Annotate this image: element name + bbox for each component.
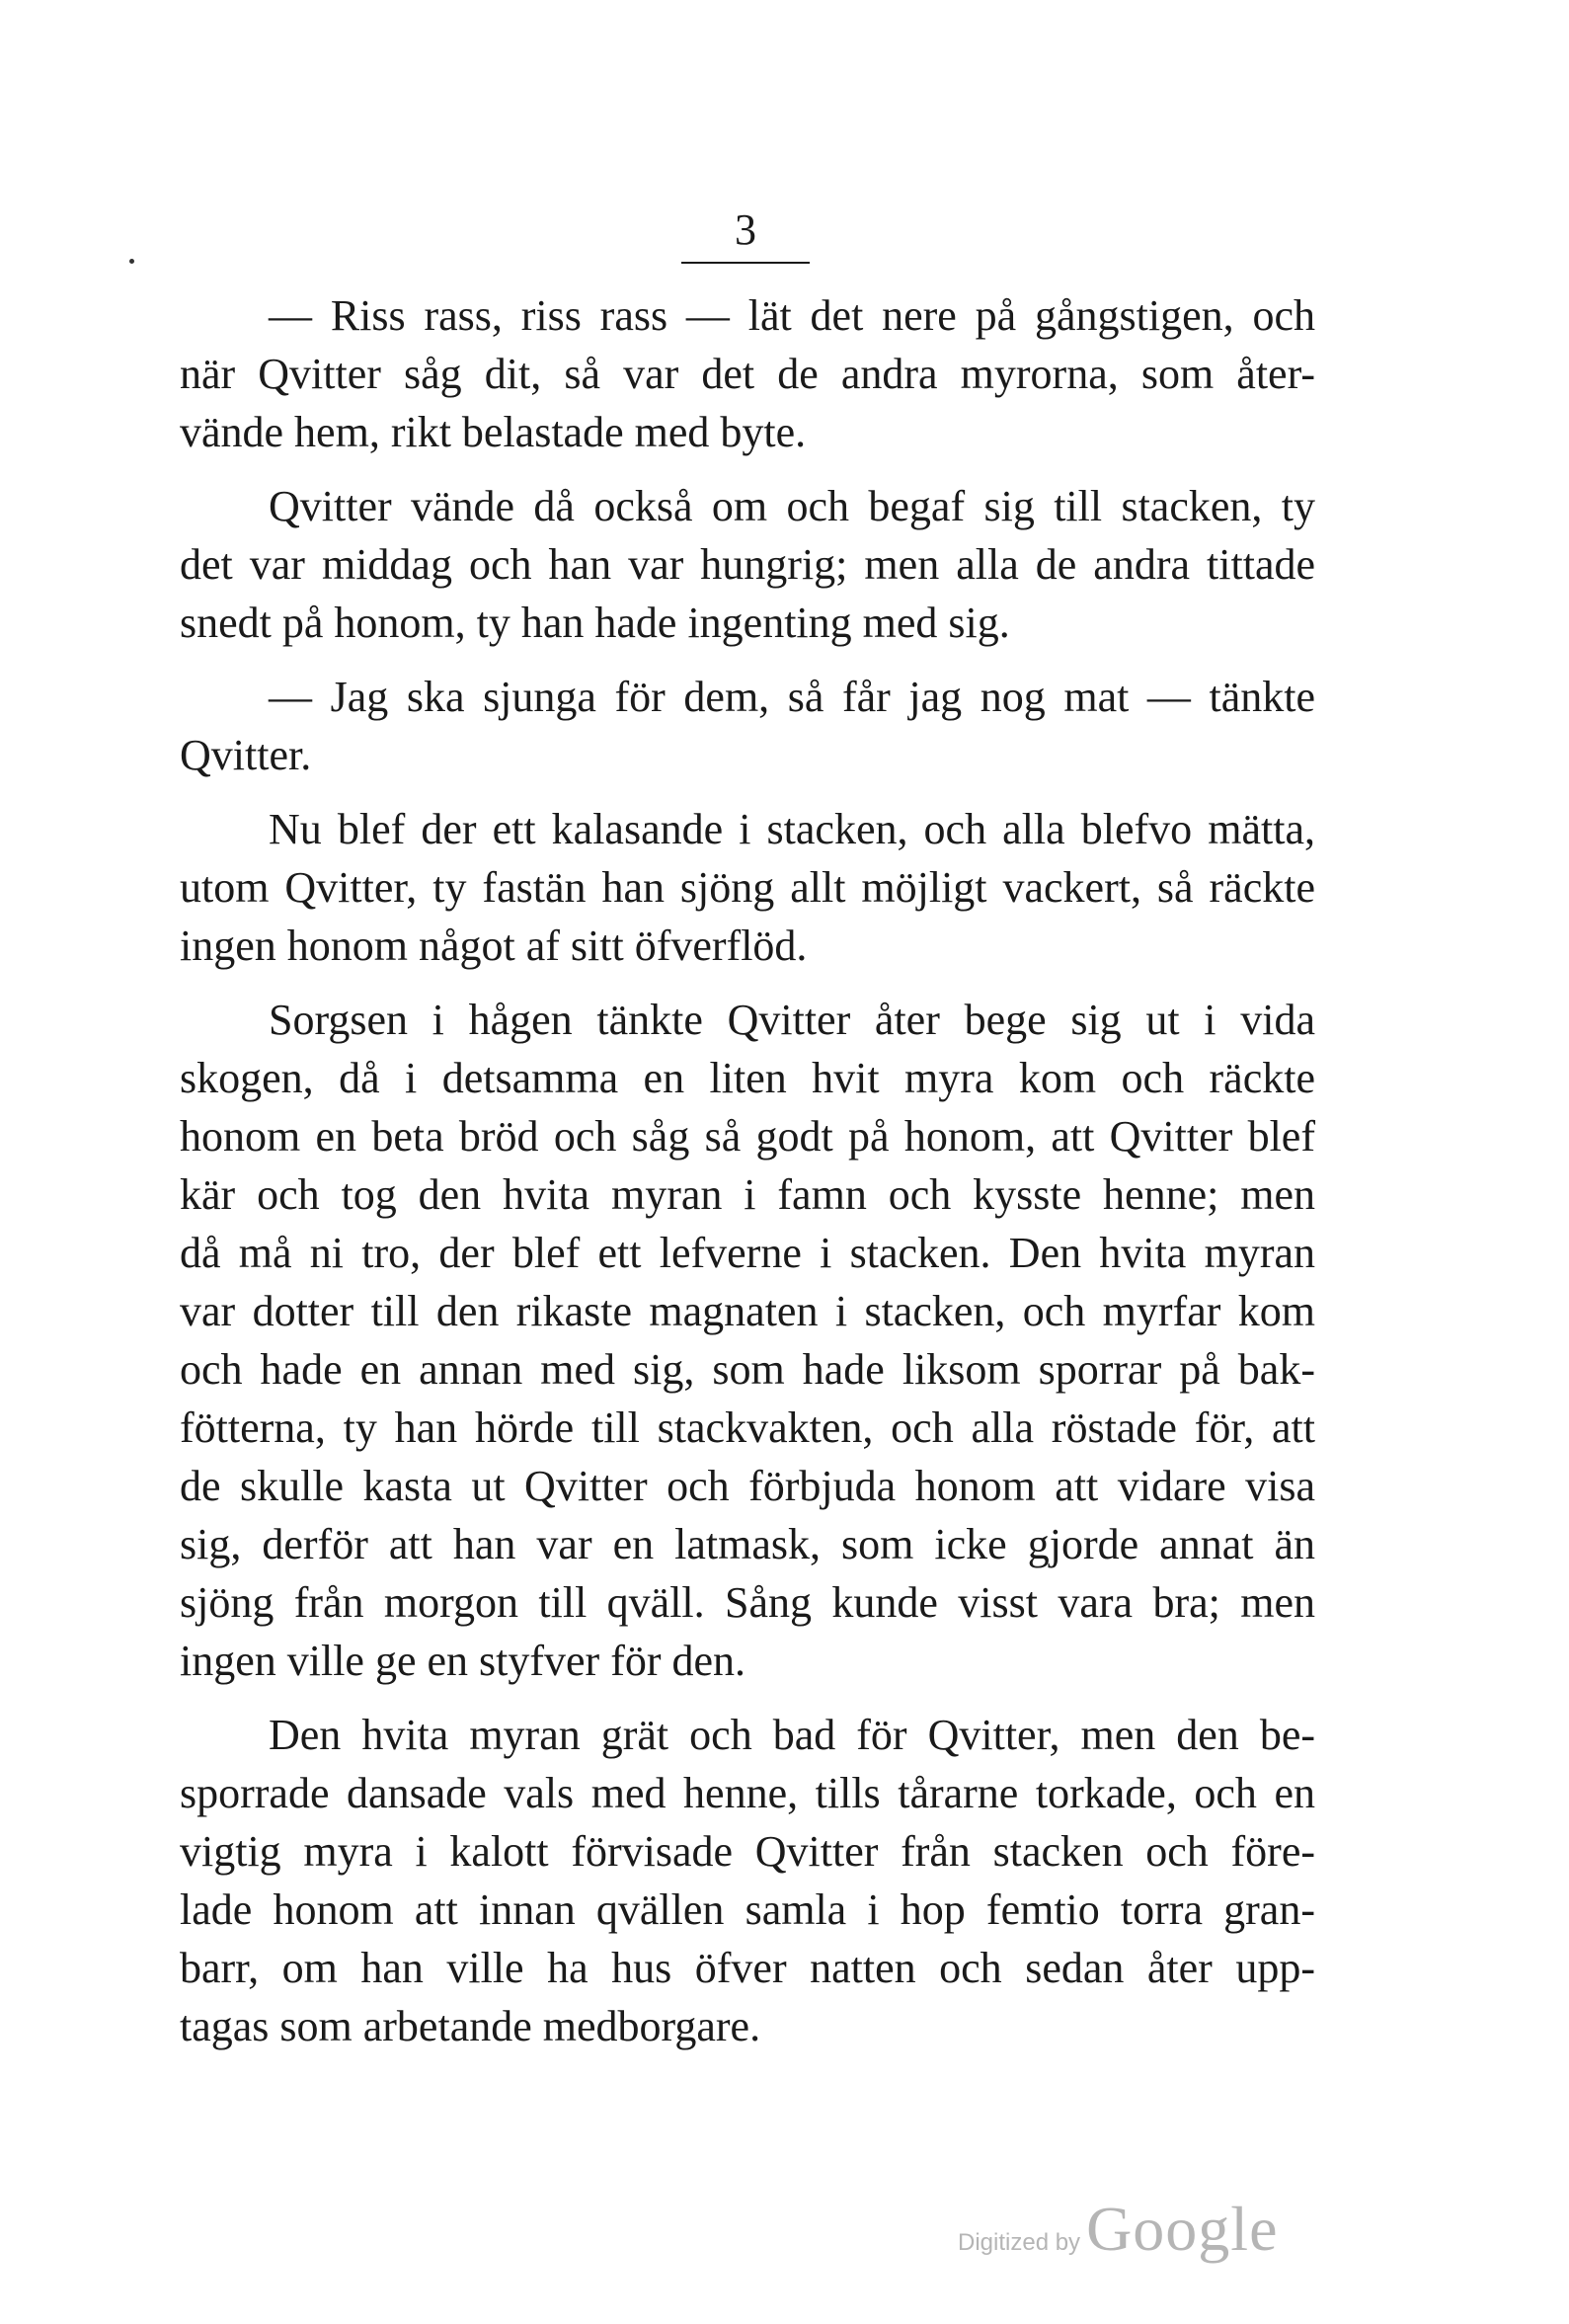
text-line: sporrade dansade vals med henne, tills tårarne torkade, och en: [180, 1769, 1315, 1817]
text-line: vigtig myra i kalott förvisade Qvitter från stacken och före-: [180, 1827, 1315, 1876]
text-line: Qvitter vände då också om och begaf sig till stacken, ty: [269, 482, 1315, 530]
text-line: Nu blef der ett kalasande i stacken, och alla blefvo mätta,: [269, 805, 1315, 853]
digitized-by-google-watermark: [958, 2193, 1278, 2266]
text-line: och hade en annan med sig, som hade liksom sporrar på bak-: [180, 1345, 1315, 1394]
body-text: [180, 286, 1315, 2071]
paragraph: [180, 991, 1315, 1690]
text-line: Den hvita myran grät och bad för Qvitter, men den be-: [269, 1711, 1315, 1759]
text-line: när Qvitter såg dit, så var det de andra myrorna, som åter-: [180, 350, 1315, 398]
text-line: det var middag och han var hungrig; men alla de andra tittade: [180, 540, 1315, 589]
ink-speck: [129, 259, 134, 264]
text-line: — Jag ska sjunga för dem, så får jag nog mat — tänkte: [269, 673, 1315, 721]
text-line: ingen honom något af sitt öfverflöd.: [180, 922, 808, 970]
paragraph: [180, 286, 1315, 461]
text-line: vände hem, rikt belastade med byte.: [180, 408, 807, 456]
text-line: då må ni tro, der blef ett lefverne i stacken. Den hvita myran: [180, 1229, 1315, 1277]
paragraph: [180, 668, 1315, 784]
paragraph: [180, 477, 1315, 652]
text-line: sig, derför att han var en latmask, som icke gjorde annat än: [180, 1520, 1315, 1568]
page-number: 3: [681, 202, 810, 264]
text-line: var dotter till den rikaste magnaten i stacken, och myrfar kom: [180, 1287, 1315, 1335]
text-line: snedt på honom, ty han hade ingenting med sig.: [180, 599, 1010, 647]
text-line: ingen ville ge en styfver för den.: [180, 1637, 746, 1685]
paragraph: [180, 1706, 1315, 2055]
text-line: honom en beta bröd och såg så godt på honom, att Qvitter blef: [180, 1112, 1315, 1161]
paragraph: [180, 800, 1315, 975]
text-line: de skulle kasta ut Qvitter och förbjuda honom att vidare visa: [180, 1462, 1315, 1510]
text-line: sjöng från morgon till qväll. Sång kunde visst vara bra; men: [180, 1578, 1315, 1627]
text-line: barr, om han ville ha hus öfver natten och sedan åter upp-: [180, 1944, 1315, 1992]
text-line: tagas som arbetande medborgare.: [180, 2002, 761, 2050]
text-line: utom Qvitter, ty fastän han sjöng allt möjligt vackert, så räckte: [180, 863, 1315, 912]
text-line: — Riss rass, riss rass — lät det nere på gångstigen, och: [269, 291, 1315, 340]
text-line: Qvitter.: [180, 731, 312, 779]
text-line: fötterna, ty han hörde till stackvakten, och alla röstade för, att: [180, 1403, 1315, 1452]
google-logo: Google: [1086, 2194, 1279, 2264]
text-line: skogen, då i detsamma en liten hvit myra kom och räckte: [180, 1054, 1315, 1102]
text-line: Sorgsen i hågen tänkte Qvitter åter bege sig ut i vida: [269, 996, 1315, 1044]
text-line: lade honom att innan qvällen samla i hop femtio torra gran-: [180, 1885, 1315, 1934]
text-line: kär och tog den hvita myran i famn och kysste henne; men: [180, 1170, 1315, 1219]
watermark-prefix: Digitized by: [958, 2229, 1081, 2256]
